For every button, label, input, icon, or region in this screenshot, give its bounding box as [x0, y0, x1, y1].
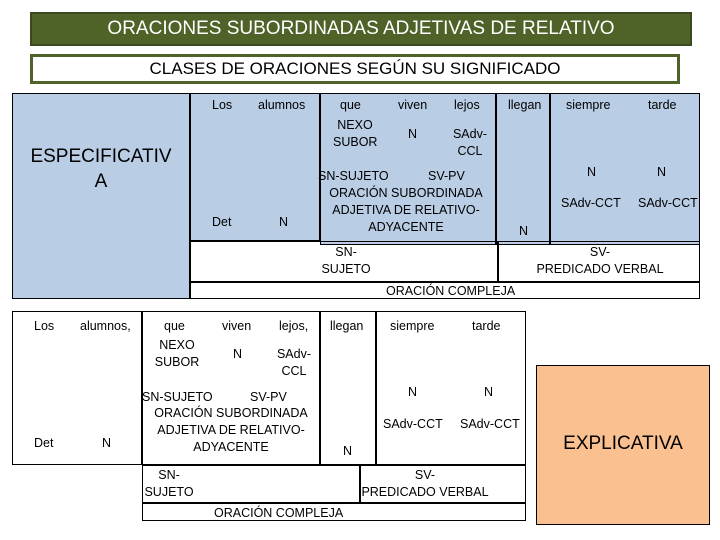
word-llegan: llegan — [330, 319, 364, 333]
main-title: ORACIONES SUBORDINADAS ADJETIVAS DE RELATIVO — [30, 12, 692, 46]
explicative-label: EXPLICATIVA — [563, 433, 683, 454]
word-siempre: siempre — [566, 98, 611, 112]
n-label: N — [279, 215, 289, 229]
sv-pv-label: SV-PV — [250, 390, 287, 404]
nexo-subor-label: NEXO SUBOR — [333, 118, 378, 149]
n-label: N — [484, 385, 494, 399]
word-los: Los — [212, 98, 233, 112]
sadv-cct-label: SAdv-CCT — [561, 196, 621, 210]
oracion-compleja-label: ORACIÓN COMPLEJA — [386, 284, 516, 298]
word-viven: viven — [398, 98, 428, 112]
word-alumnos: alumnos — [258, 98, 306, 112]
word-tarde: tarde — [648, 98, 677, 112]
specificative-sadv-box — [550, 93, 700, 245]
sadv-cct-label: SAdv-CCT — [383, 417, 443, 431]
sn-sujeto-label: SN- SUJETO — [144, 468, 194, 499]
specificative-label-box — [12, 93, 190, 299]
det-label: Det — [212, 215, 232, 229]
word-viven: viven — [222, 319, 252, 333]
det-label: Det — [34, 436, 54, 450]
n-label: N — [587, 165, 597, 179]
subordinate-clause-label: ORACIÓN SUBORDINADA ADJETIVA DE RELATIVO- ADYACENTE — [329, 186, 483, 234]
n-label: N — [233, 347, 243, 361]
specificative-sn-box — [190, 93, 320, 241]
word-lejos: lejos — [454, 98, 480, 112]
sadv-ccl-label: SAdv- CCL — [452, 127, 488, 158]
word-que: que — [340, 98, 361, 112]
nexo-subor-label: NEXO SUBOR — [154, 338, 200, 369]
sn-sujeto-sub-label: SN-SUJETO — [142, 390, 213, 404]
n-label: N — [519, 224, 529, 238]
oracion-compleja-label: ORACIÓN COMPLEJA — [214, 506, 344, 520]
sadv-ccl-label: SAdv- CCL — [276, 347, 312, 378]
subordinate-clause-label: ORACIÓN SUBORDINADA ADJETIVA DE RELATIVO- ADYACENTE — [154, 406, 308, 454]
word-los: Los — [34, 319, 55, 333]
word-lejos: lejos, — [279, 319, 309, 333]
word-que: que — [164, 319, 185, 333]
n-label: N — [102, 436, 112, 450]
word-alumnos: alumnos, — [80, 319, 131, 333]
n-label: N — [657, 165, 667, 179]
word-llegan: llegan — [508, 98, 542, 112]
subtitle-frame — [30, 54, 680, 84]
n-label: N — [408, 127, 418, 141]
subtitle: CLASES DE ORACIONES SEGÚN SU SIGNIFICADO — [33, 57, 677, 81]
sn-sujeto-sub-label: SN-SUJETO — [318, 169, 389, 183]
sadv-cct-label: SAdv-CCT — [638, 196, 698, 210]
sv-predicado-label: SV- PREDICADO VERBAL — [536, 245, 664, 276]
word-tarde: tarde — [472, 319, 501, 333]
sn-sujeto-label: SN- SUJETO — [321, 245, 371, 276]
n-label: N — [408, 385, 418, 399]
sv-predicado-label: SV- PREDICADO VERBAL — [361, 468, 489, 499]
sv-pv-label: SV-PV — [428, 169, 465, 183]
specificative-label: ESPECIFICATIV A — [30, 146, 172, 192]
n-label: N — [343, 444, 353, 458]
sadv-cct-label: SAdv-CCT — [460, 417, 520, 431]
word-siempre: siempre — [390, 319, 435, 333]
